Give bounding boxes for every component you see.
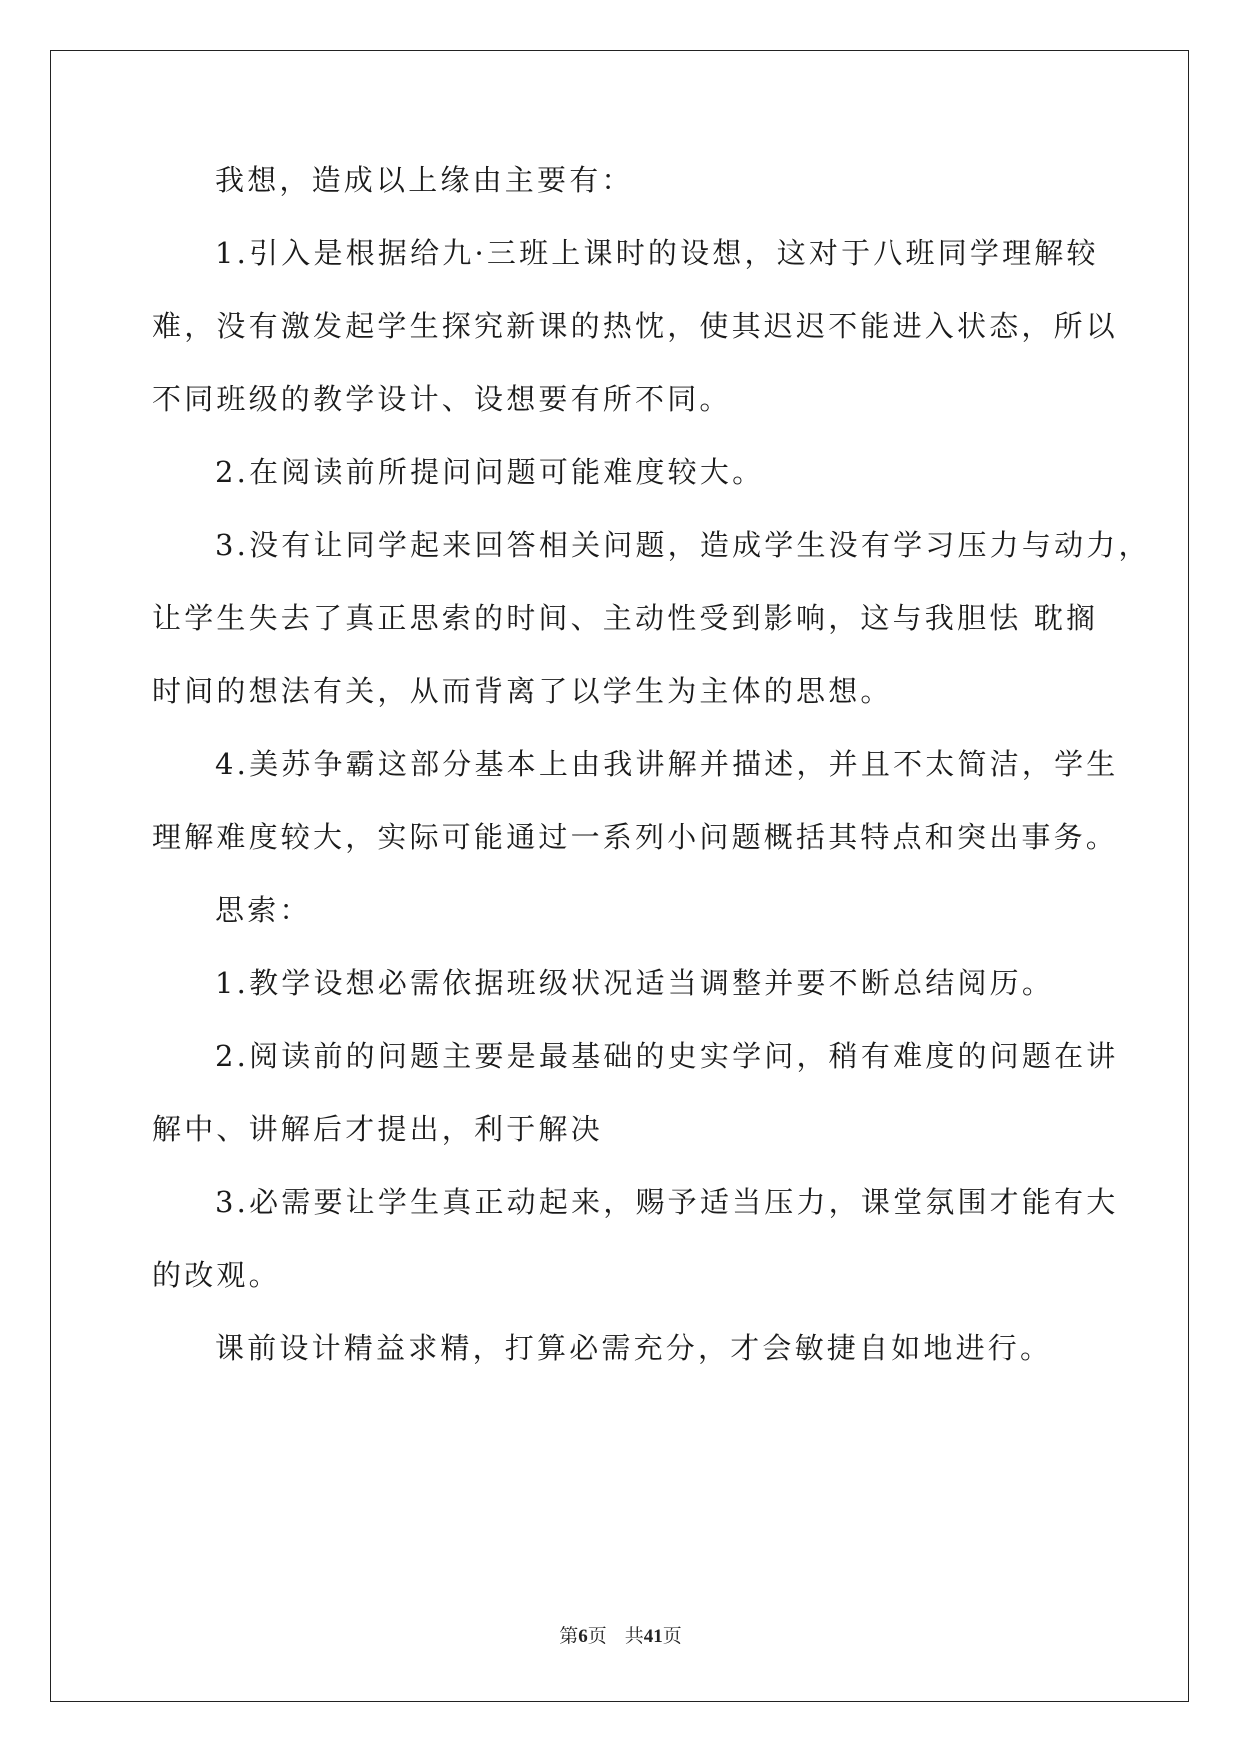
- section-heading: 思索：: [215, 893, 312, 927]
- paragraph-line: 2.在阅读前所提问问题可能难度较大。: [215, 455, 765, 489]
- paragraph-line: 1.引入是根据给九·三班上课时的设想，这对于八班同学理解较: [215, 236, 1099, 270]
- paragraph-line: 3.没有让同学起来回答相关问题，造成学生没有学习压力与动力，: [215, 528, 1151, 562]
- paragraph-line: 2.阅读前的问题主要是最基础的史实学问，稍有难度的问题在讲: [215, 1039, 1119, 1073]
- page-border: [50, 50, 1189, 1702]
- paragraph-line: 让学生失去了真正思索的时间、主动性受到影响，这与我胆怯 耽搁: [152, 601, 1099, 635]
- footer-total-prefix: 共: [624, 1625, 644, 1647]
- paragraph-line: 难，没有激发起学生探究新课的热忱，使其迟迟不能进入状态，所以: [152, 309, 1119, 343]
- paragraph-line: 理解难度较大，实际可能通过一系列小问题概括其特点和突出事务。: [152, 820, 1119, 854]
- page-footer: [0, 1624, 1241, 1649]
- footer-page-prefix: 第: [559, 1625, 579, 1647]
- paragraph-line: 解中、讲解后才提出，利于解决: [152, 1112, 603, 1146]
- footer-page-number: 6: [578, 1626, 588, 1647]
- paragraph-line: 1.教学设想必需依据班级状况适当调整并要不断总结阅历。: [215, 966, 1055, 1000]
- paragraph-line: 不同班级的教学设计、设想要有所不同。: [152, 382, 732, 416]
- paragraph-line: 课前设计精益求精，打算必需充分，才会敏捷自如地进行。: [215, 1331, 1053, 1365]
- footer-page-unit: 页: [587, 1625, 607, 1647]
- footer-total-unit: 页: [662, 1625, 682, 1647]
- paragraph-line: 3.必需要让学生真正动起来，赐予适当压力，课堂氛围才能有大: [215, 1185, 1119, 1219]
- paragraph-line: 的改观。: [152, 1258, 281, 1292]
- footer-total-pages: 41: [643, 1626, 663, 1647]
- paragraph-line: 时间的想法有关，从而背离了以学生为主体的思想。: [152, 674, 893, 708]
- paragraph-line: 我想，造成以上缘由主要有：: [215, 163, 634, 197]
- paragraph-line: 4.美苏争霸这部分基本上由我讲解并描述，并且不太简洁，学生: [215, 747, 1119, 781]
